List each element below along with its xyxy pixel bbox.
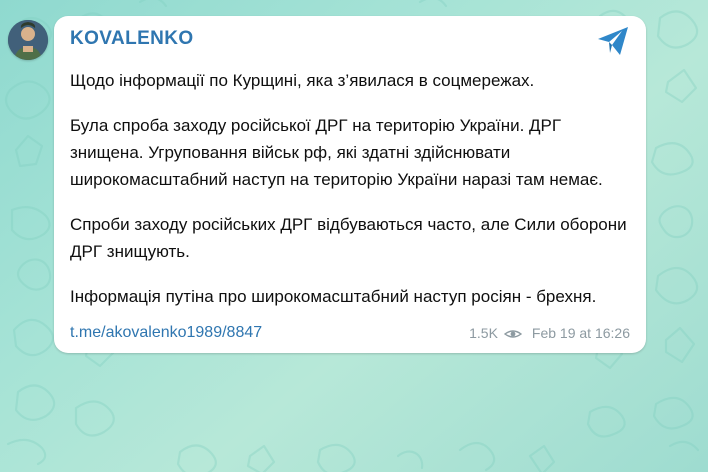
avatar[interactable] — [8, 20, 48, 60]
message-paragraph: Спроби заходу російських ДРГ відбуваються часто, але Сили оборони ДРГ знищують. — [70, 215, 627, 261]
eye-icon — [504, 327, 522, 339]
paper-plane-icon[interactable] — [596, 24, 630, 58]
views-count: 1.5K — [469, 325, 498, 341]
timestamp: Feb 19 at 16:26 — [531, 325, 630, 341]
message-paragraph: Інформація путіна про широкомасштабний наступ росіян - брехня. — [70, 287, 597, 306]
message-text — [70, 67, 630, 310]
message-header — [70, 28, 630, 58]
message-bubble[interactable] — [54, 16, 646, 353]
message-paragraph: Була спроба заходу російської ДРГ на територію України. ДРГ знищена. Угруповання військ рф, які здатні здійснювати широкомасштабний наступ на територію України наразі там немає. — [70, 116, 603, 189]
message-meta — [469, 325, 630, 341]
message-paragraph: Щодо інформації по Курщині, яка з’явилася в соцмережах. — [70, 71, 535, 90]
message-link[interactable]: t.me/akovalenko1989/8847 — [70, 324, 263, 341]
channel-name: KOVALENKO — [70, 28, 194, 49]
message-footer — [70, 323, 630, 345]
